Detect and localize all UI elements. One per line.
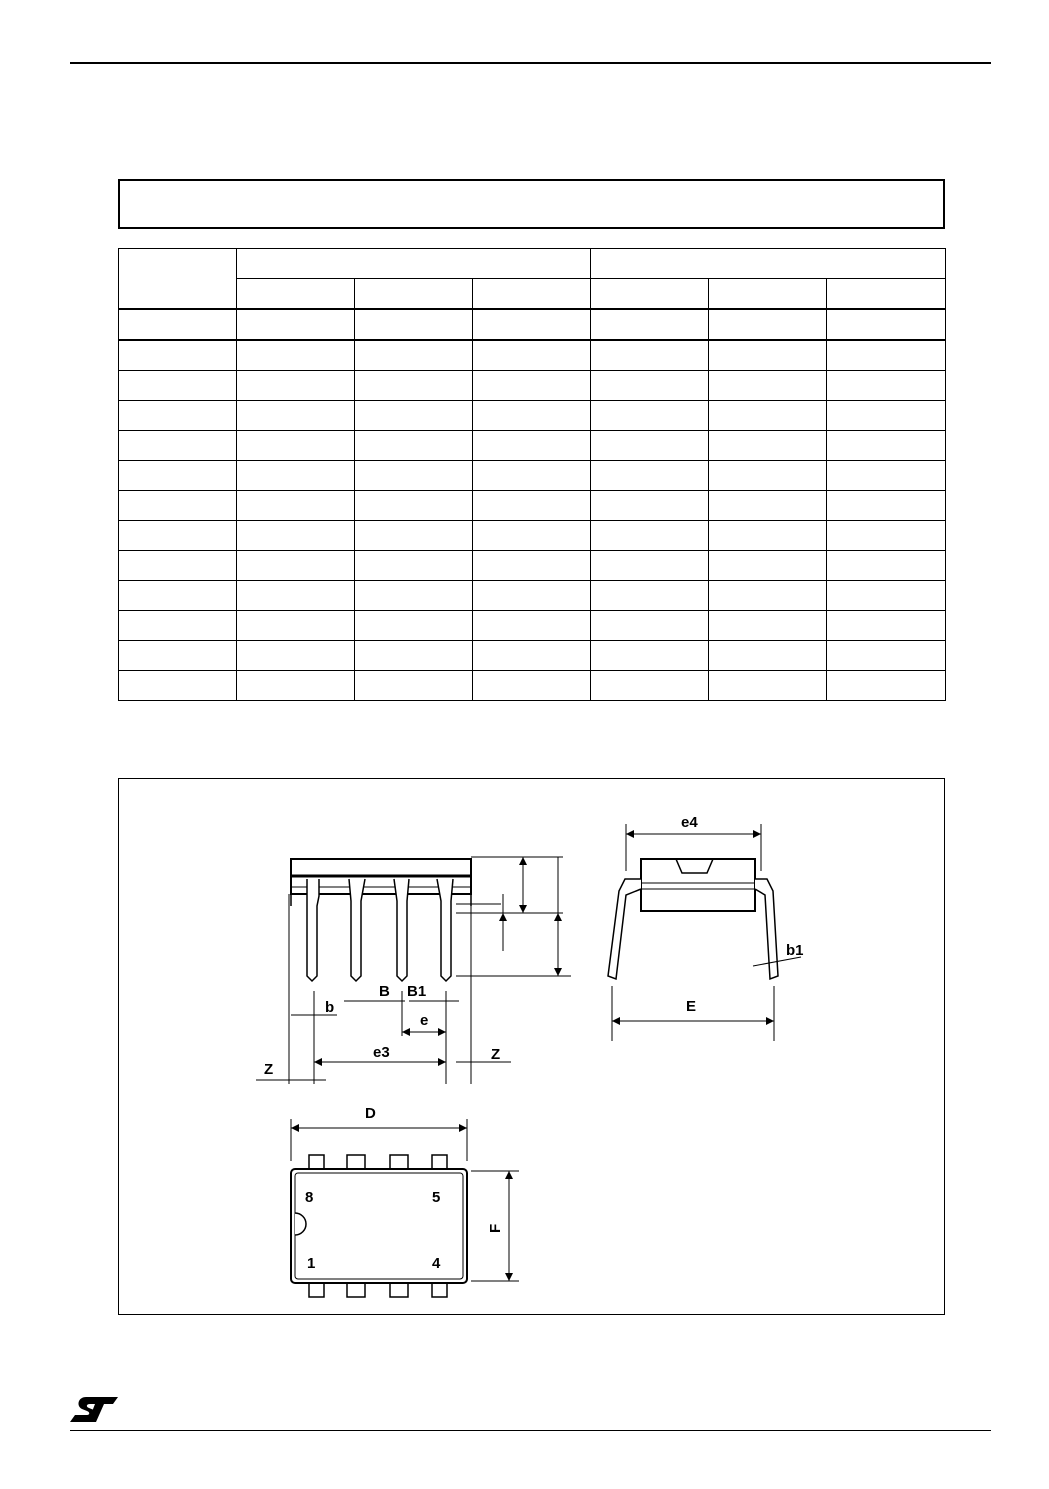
pin-label-4: 4 bbox=[432, 1255, 441, 1272]
table-cell bbox=[827, 611, 946, 641]
table-cell bbox=[709, 461, 827, 491]
dim-header-cell bbox=[119, 249, 237, 310]
table-cell bbox=[237, 641, 355, 671]
table-cell bbox=[355, 551, 473, 581]
table-cell bbox=[473, 340, 591, 371]
table-cell bbox=[709, 671, 827, 701]
table-cell bbox=[473, 431, 591, 461]
table-cell bbox=[237, 340, 355, 371]
table-cell bbox=[591, 371, 709, 401]
table-cell bbox=[119, 581, 237, 611]
table-cell bbox=[237, 279, 355, 310]
dim-label-B1: B1 bbox=[407, 983, 427, 1000]
table-cell bbox=[355, 340, 473, 371]
table-row bbox=[119, 431, 946, 461]
table-cell bbox=[237, 521, 355, 551]
table-row bbox=[119, 371, 946, 401]
st-logo-icon bbox=[68, 1395, 120, 1425]
table-cell bbox=[119, 641, 237, 671]
dim-label-b1: b1 bbox=[786, 942, 804, 959]
table-cell bbox=[355, 671, 473, 701]
table-cell bbox=[355, 461, 473, 491]
table-cell bbox=[827, 401, 946, 431]
dim-label-F: F bbox=[487, 1223, 504, 1233]
table-cell bbox=[355, 401, 473, 431]
table-cell bbox=[119, 461, 237, 491]
table-cell bbox=[119, 521, 237, 551]
package-drawing bbox=[119, 779, 946, 1316]
table-cell bbox=[827, 431, 946, 461]
table-cell bbox=[473, 581, 591, 611]
table-cell bbox=[591, 461, 709, 491]
table-cell bbox=[591, 279, 709, 310]
table-cell bbox=[591, 491, 709, 521]
table-cell bbox=[473, 279, 591, 310]
end-view bbox=[608, 824, 801, 1041]
dim-label-e: e bbox=[420, 1012, 429, 1029]
dim-label-e4: e4 bbox=[681, 814, 698, 831]
table-row bbox=[119, 551, 946, 581]
header-rule bbox=[70, 62, 991, 64]
table-cell bbox=[237, 551, 355, 581]
table-cell bbox=[709, 521, 827, 551]
footer-rule bbox=[70, 1430, 991, 1431]
top-view bbox=[291, 1119, 519, 1297]
table-cell bbox=[355, 521, 473, 551]
table-cell bbox=[473, 611, 591, 641]
table-row bbox=[119, 671, 946, 701]
dim-label-D: D bbox=[365, 1105, 376, 1122]
table-cell bbox=[355, 641, 473, 671]
table-cell bbox=[709, 581, 827, 611]
table-cell bbox=[827, 371, 946, 401]
table-cell bbox=[473, 551, 591, 581]
table-cell bbox=[119, 371, 237, 401]
table-cell bbox=[237, 461, 355, 491]
table-cell bbox=[591, 401, 709, 431]
table-cell bbox=[355, 611, 473, 641]
table-cell bbox=[827, 551, 946, 581]
table-cell bbox=[473, 461, 591, 491]
table-cell bbox=[473, 371, 591, 401]
table-cell bbox=[709, 401, 827, 431]
dim-label-b: b bbox=[325, 999, 335, 1016]
table-cell bbox=[473, 491, 591, 521]
table-cell bbox=[591, 551, 709, 581]
table-cell bbox=[709, 371, 827, 401]
dim-label-E: E bbox=[686, 998, 697, 1015]
table-cell bbox=[827, 581, 946, 611]
table-cell bbox=[237, 671, 355, 701]
table-cell bbox=[591, 581, 709, 611]
group-header-inch bbox=[591, 249, 946, 279]
table-cell bbox=[709, 431, 827, 461]
table-cell bbox=[355, 491, 473, 521]
table-cell bbox=[119, 431, 237, 461]
table-header-row bbox=[119, 249, 946, 279]
table-row bbox=[119, 581, 946, 611]
table-cell bbox=[473, 401, 591, 431]
table-cell bbox=[827, 309, 946, 340]
dim-label-e3: e3 bbox=[373, 1044, 390, 1061]
dim-label-Z-right: Z bbox=[491, 1046, 501, 1063]
table-row bbox=[119, 401, 946, 431]
table-cell bbox=[709, 491, 827, 521]
table-cell bbox=[355, 581, 473, 611]
table-cell bbox=[591, 611, 709, 641]
side-view bbox=[256, 857, 571, 1084]
table-subheader-row bbox=[119, 279, 946, 310]
table-cell bbox=[355, 371, 473, 401]
pin-label-8: 8 bbox=[305, 1189, 314, 1206]
table-cell bbox=[119, 611, 237, 641]
table-cell bbox=[119, 551, 237, 581]
table-cell bbox=[591, 340, 709, 371]
table-cell bbox=[827, 461, 946, 491]
table-cell bbox=[591, 309, 709, 340]
table-cell bbox=[709, 551, 827, 581]
table-cell bbox=[237, 431, 355, 461]
dimensions-table bbox=[118, 248, 946, 701]
table-cell bbox=[591, 521, 709, 551]
table-title-box bbox=[118, 179, 945, 229]
table-cell bbox=[355, 279, 473, 310]
group-header-mm bbox=[237, 249, 591, 279]
table-cell bbox=[473, 521, 591, 551]
table-cell bbox=[827, 279, 946, 310]
table-cell bbox=[119, 671, 237, 701]
table-cell bbox=[709, 279, 827, 310]
table-row bbox=[119, 309, 946, 340]
table-cell bbox=[827, 641, 946, 671]
table-cell bbox=[709, 340, 827, 371]
package-drawing-box bbox=[118, 778, 945, 1315]
table-cell bbox=[119, 309, 237, 340]
table-cell bbox=[473, 309, 591, 340]
pin-label-1: 1 bbox=[307, 1255, 316, 1272]
table-cell bbox=[827, 340, 946, 371]
table-row bbox=[119, 340, 946, 371]
table-row bbox=[119, 461, 946, 491]
table-cell bbox=[355, 431, 473, 461]
table-cell bbox=[827, 491, 946, 521]
dim-label-B: B bbox=[379, 983, 390, 1000]
table-cell bbox=[827, 671, 946, 701]
table-cell bbox=[709, 309, 827, 340]
table-row bbox=[119, 521, 946, 551]
table-cell bbox=[119, 491, 237, 521]
table-cell bbox=[237, 611, 355, 641]
table-cell bbox=[709, 641, 827, 671]
table-cell bbox=[119, 401, 237, 431]
table-cell bbox=[355, 309, 473, 340]
table-cell bbox=[237, 491, 355, 521]
table-row bbox=[119, 611, 946, 641]
table-cell bbox=[237, 401, 355, 431]
table-row bbox=[119, 641, 946, 671]
table-cell bbox=[473, 671, 591, 701]
table-row bbox=[119, 491, 946, 521]
table-cell bbox=[591, 431, 709, 461]
table-cell bbox=[237, 309, 355, 340]
table-cell bbox=[473, 641, 591, 671]
dim-label-Z-left: Z bbox=[264, 1061, 274, 1078]
table-cell bbox=[119, 340, 237, 371]
table-cell bbox=[237, 371, 355, 401]
table-cell bbox=[827, 521, 946, 551]
table-cell bbox=[237, 581, 355, 611]
table-cell bbox=[591, 671, 709, 701]
pin-label-5: 5 bbox=[432, 1189, 441, 1206]
table-cell bbox=[709, 611, 827, 641]
table-cell bbox=[591, 641, 709, 671]
